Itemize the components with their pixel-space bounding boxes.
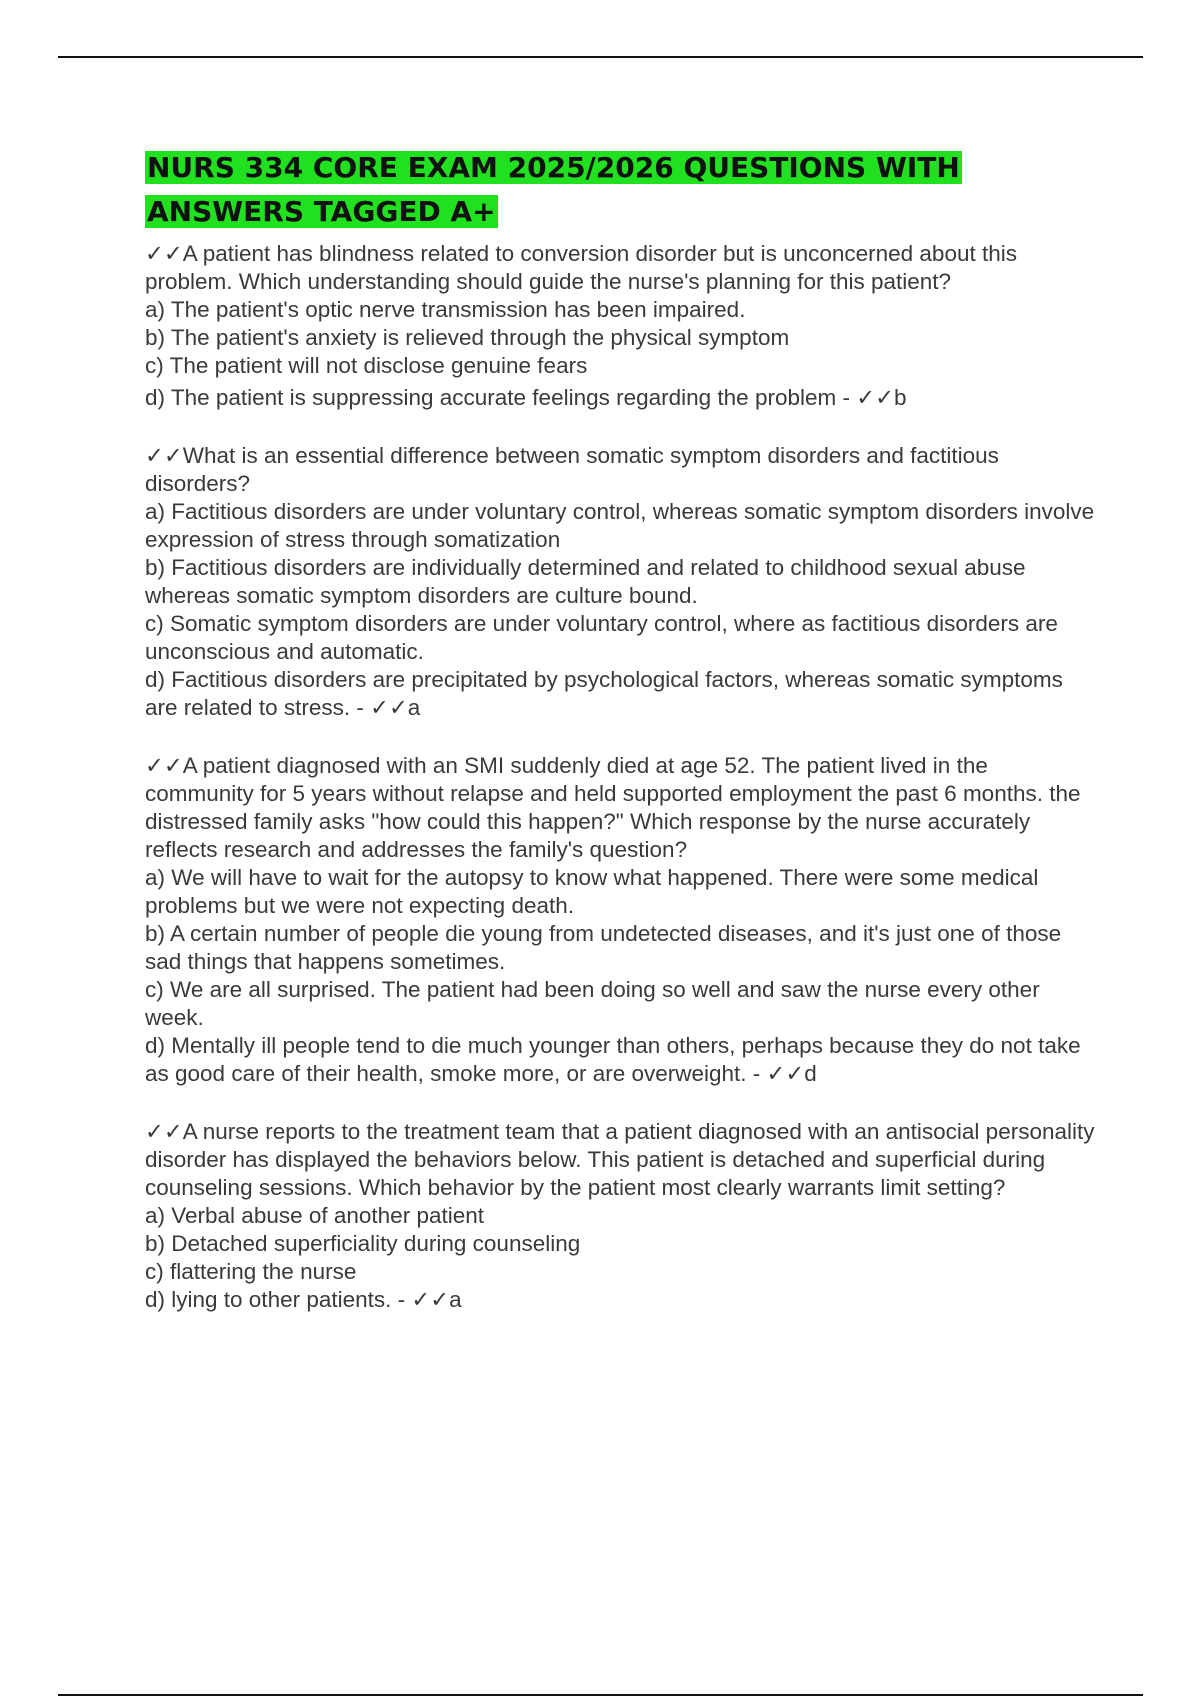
option-c: c) The patient will not disclose genuine fears bbox=[145, 353, 588, 378]
option-a: a) The patient's optic nerve transmission has been impaired. bbox=[145, 297, 746, 322]
option-d-with-answer: d) lying to other patients. - ✓✓a bbox=[145, 1287, 462, 1312]
question-stem: ✓✓A nurse reports to the treatment team that a patient diagnosed with an antisocial personality disorder has displayed the behaviors below. This patient is detached and superficial during counseling sessions. Which behavior by the patient most clearly warrants limit setting? bbox=[145, 1119, 1095, 1200]
document-title bbox=[145, 146, 1095, 234]
question-block bbox=[145, 240, 1095, 412]
option-b: b) A certain number of people die young from undetected diseases, and it's just one of those sad things that happens sometimes. bbox=[145, 921, 1062, 974]
option-a: a) We will have to wait for the autopsy to know what happened. There were some medical problems but we were not expecting death. bbox=[145, 865, 1039, 918]
bottom-rule bbox=[58, 1694, 1143, 1696]
option-b: b) Factitious disorders are individually determined and related to childhood sexual abuse whereas somatic symptom disorders are culture bound. bbox=[145, 555, 1026, 608]
option-d-with-answer: d) The patient is suppressing accurate feelings regarding the problem - ✓✓b bbox=[145, 385, 907, 410]
option-c: c) We are all surprised. The patient had been doing so well and saw the nurse every other week. bbox=[145, 977, 1040, 1030]
title-line-1: NURS 334 CORE EXAM 2025/2026 QUESTIONS WITH bbox=[147, 151, 960, 184]
option-a: a) Verbal abuse of another patient bbox=[145, 1203, 484, 1228]
top-rule bbox=[58, 56, 1143, 58]
option-d-with-answer: d) Factitious disorders are precipitated by psychological factors, whereas somatic symptoms are related to stress. - ✓✓a bbox=[145, 667, 1063, 720]
option-b: b) Detached superficiality during counseling bbox=[145, 1231, 581, 1256]
question-stem: ✓✓A patient has blindness related to conversion disorder but is unconcerned about this problem. Which understanding should guide the nurse's planning for this patient? bbox=[145, 241, 1017, 294]
option-b: b) The patient's anxiety is relieved through the physical symptom bbox=[145, 325, 790, 350]
question-block bbox=[145, 1118, 1095, 1314]
option-c: c) flattering the nurse bbox=[145, 1259, 357, 1284]
question-stem: ✓✓A patient diagnosed with an SMI suddenly died at age 52. The patient lived in the community for 5 years without relapse and held supported employment the past 6 months. the distressed family asks "how could this happen?" Which response by the nurse accurately reflects research and addresses the family's question? bbox=[145, 753, 1081, 862]
question-stem: ✓✓What is an essential difference between somatic symptom disorders and factitious disorders? bbox=[145, 443, 999, 496]
option-c: c) Somatic symptom disorders are under voluntary control, where as factitious disorders are unconscious and automatic. bbox=[145, 611, 1058, 664]
question-block bbox=[145, 442, 1095, 722]
option-a: a) Factitious disorders are under voluntary control, whereas somatic symptom disorders involve expression of stress through somatization bbox=[145, 499, 1095, 552]
question-block bbox=[145, 752, 1095, 1088]
document-body bbox=[145, 146, 1095, 1314]
title-line-2: ANSWERS TAGGED A+ bbox=[147, 195, 496, 228]
option-d-with-answer: d) Mentally ill people tend to die much younger than others, perhaps because they do not take as good care of their health, smoke more, or are overweight. - ✓✓d bbox=[145, 1033, 1081, 1086]
